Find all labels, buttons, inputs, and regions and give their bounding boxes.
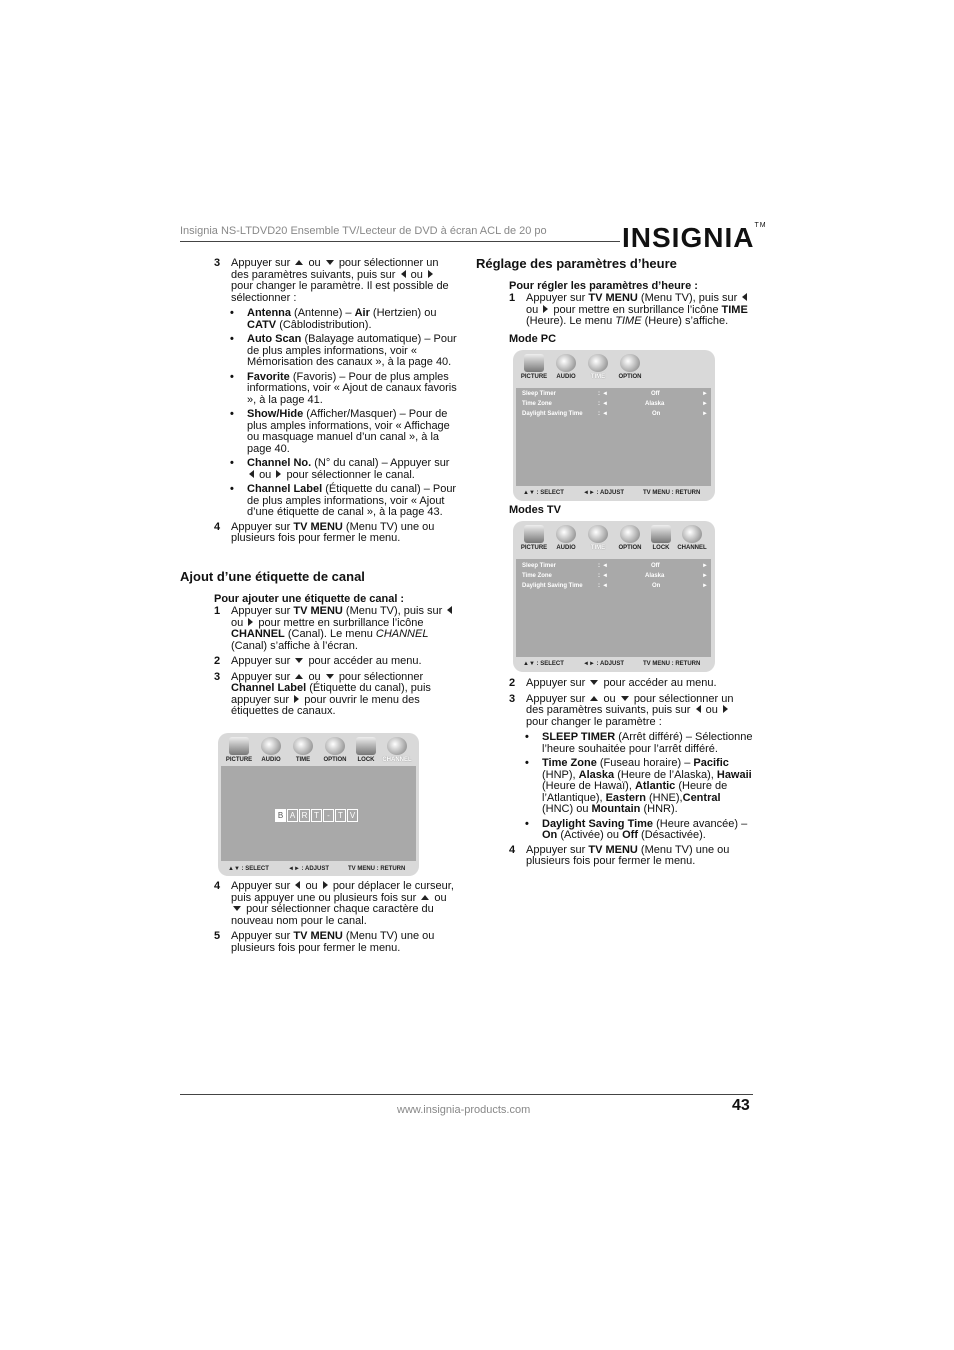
time-step-1 — [509, 293, 753, 332]
time-menu-pc-screen: PICTURE AUDIO TIME OPTION Sleep Timer : ◄ Off ► Time Zone : ◄ Alaska ► Daylight Saving Time : ◄ On ► ▲▼ : SELECT ◄► : ADJUST TV MENU : RETURN — [513, 350, 715, 501]
right-arrow-icon — [276, 470, 281, 478]
subheading-channel-label: Pour ajouter une étiquette de canal : — [214, 593, 405, 605]
down-arrow-icon — [233, 906, 241, 911]
channel-label-steps — [214, 606, 458, 722]
channel-menu-screen: PICTURE AUDIO TIME OPTION LOCK CHANNEL B A R T - T V ▲▼ : SELECT ◄► : ADJUST TV MENU : RETURN — [218, 733, 419, 876]
time-zone-row[interactable]: Time Zone : ◄ Alaska ► — [522, 401, 708, 407]
picture-icon: PICTURE — [517, 354, 551, 380]
down-arrow-icon — [326, 260, 334, 265]
picture-icon: PICTURE — [222, 737, 256, 763]
option-icon: OPTION — [613, 525, 647, 551]
list-item: • Show/Hide (Afficher/Masquer) – Pour de plus amples informations, voir « Affichage ou masquage manuel d’un canal », à la page 40. — [230, 409, 458, 455]
time-settings-list — [509, 732, 753, 842]
list-item: • SLEEP TIMER (Arrêt différé) – Sélectionne l’heure souhaitée pour l’arrêt différé. — [525, 732, 753, 755]
audio-icon: AUDIO — [254, 737, 288, 763]
down-arrow-icon — [621, 696, 629, 701]
left-arrow-icon — [295, 881, 300, 889]
step-2: 2 Appuyer sur pour accéder au menu. — [509, 677, 717, 689]
step-3: 3 Appuyer sur ou pour sélectionner un des paramètres suivants, puis sur ou pour changer le paramètre : — [509, 692, 734, 728]
running-header: Insignia NS-LTDVD20 Ensemble TV/Lecteur de DVD à écran ACL de 20 po — [180, 225, 547, 237]
channel-icon: CHANNEL — [675, 525, 709, 551]
left-arrow-icon — [742, 293, 747, 301]
left-arrow-icon — [447, 606, 452, 614]
step-5: 5 Appuyer sur TV MENU (Menu TV) une ou plusieurs fois pour fermer le menu. — [214, 930, 435, 954]
list-item: • Time Zone (Fuseau horaire) – Pacific (HNP), Alaska (Heure de l’Alaska), Hawaii (Heure de Hawaï), Atlantic (Heure de l’Atlantique), Eastern (HNE),Central (HNC) ou Mountain (HNR). — [525, 758, 753, 816]
menu-panel — [221, 766, 416, 861]
up-arrow-icon — [295, 260, 303, 265]
time-icon: TIME — [286, 737, 320, 763]
insignia-logo: INSIGNIA™ — [622, 222, 767, 253]
list-item: • Daylight Saving Time (Heure avancée) – On (Activée) ou Off (Désactivée). — [525, 819, 753, 842]
lock-icon: LOCK — [644, 525, 678, 551]
right-arrow-icon — [543, 305, 548, 313]
picture-icon: PICTURE — [517, 525, 551, 551]
page-number: 43 — [732, 1097, 750, 1114]
down-arrow-icon — [326, 674, 334, 679]
sleep-timer-row[interactable]: Sleep Timer : ◄ Off ► — [522, 391, 708, 397]
up-arrow-icon — [590, 696, 598, 701]
audio-icon: AUDIO — [549, 525, 583, 551]
right-arrow-icon — [723, 705, 728, 713]
mode-pc-label: Mode PC — [509, 333, 557, 345]
header-rule — [180, 241, 620, 242]
step-1: 1 Appuyer sur TV MENU (Menu TV), puis sur ou pour mettre en surbrillance l’icône TIME (Heure). Le menu TIME (Heure) s’affiche. — [509, 292, 748, 327]
down-arrow-icon — [590, 680, 598, 685]
step-4: 4 Appuyer sur TV MENU (Menu TV) une ou plusieurs fois pour fermer le menu. — [509, 843, 730, 867]
right-arrow-icon — [248, 618, 253, 626]
lock-icon: LOCK — [349, 737, 383, 763]
option-icon: OPTION — [613, 354, 647, 380]
list-item: • Favorite (Favoris) – Pour de plus amples informations, voir « Ajout de canaux favoris », à la page 41. — [230, 372, 458, 407]
list-item: • Antenna (Antenne) – Air (Hertzien) ou CATV (Câblodistribution). — [230, 308, 458, 331]
left-arrow-icon — [401, 270, 406, 278]
section-heading-channel-label: Ajout d’une étiquette de canal — [180, 569, 365, 584]
option-icon: OPTION — [318, 737, 352, 763]
time-icon: TIME — [581, 354, 615, 380]
time-zone-row[interactable]: Time Zone : ◄ Alaska ► — [522, 573, 708, 579]
down-arrow-icon — [295, 658, 303, 663]
step-3: 3 Appuyer sur ou pour sélectionner Channel Label (Étiquette du canal), puis appuyer sur pour ouvrir le menu des étiquettes de canaux. — [214, 670, 431, 717]
daylight-saving-row[interactable]: Daylight Saving Time : ◄ On ► — [522, 583, 708, 589]
list-item: • Channel No. (N° du canal) – Appuyer sur ou pour sélectionner le canal. — [230, 458, 458, 481]
footer-rule — [180, 1094, 753, 1095]
section-heading-time: Réglage des paramètres d’heure — [476, 256, 677, 271]
time-menu-tv-screen: PICTURE AUDIO TIME OPTION LOCK CHANNEL Sleep Timer : ◄ Off ► Time Zone : ◄ Alaska ► Daylight Saving Time : ◄ On ► ▲▼ : SELECT ◄► : ADJUST TV MENU : RETURN — [513, 521, 715, 672]
channel-settings-list — [214, 308, 458, 519]
left-column — [214, 258, 458, 549]
left-arrow-icon — [696, 705, 701, 713]
step-4: 4 Appuyer sur ou pour déplacer le curseur, puis appuyer une ou plusieurs fois sur ou pour sélectionner chaque caractère du nouveau nom pour le canal. — [214, 880, 454, 927]
list-item: • Channel Label (Étiquette du canal) – Pour de plus amples informations, voir « Ajout d’une étiquette de canal », à la page 43. — [230, 484, 458, 519]
right-arrow-icon — [294, 695, 299, 703]
channel-icon: CHANNEL — [380, 737, 414, 763]
modes-tv-label: Modes TV — [509, 504, 561, 516]
audio-icon: AUDIO — [549, 354, 583, 380]
list-item: • Auto Scan (Balayage automatique) – Pour de plus amples informations, voir « Mémorisation des canaux », à la page 40. — [230, 334, 458, 369]
menu-panel — [516, 388, 711, 486]
right-arrow-icon — [323, 881, 328, 889]
menu-panel — [516, 559, 711, 657]
time-steps-cont — [509, 678, 753, 872]
step-4-close-menu: 4 Appuyer sur TV MENU (Menu TV) une ou plusieurs fois pour fermer le menu. — [214, 520, 435, 544]
up-arrow-icon — [421, 895, 429, 900]
channel-label-steps-cont — [214, 881, 458, 958]
footer-url: www.insignia-products.com — [397, 1104, 531, 1116]
sleep-timer-row[interactable]: Sleep Timer : ◄ Off ► — [522, 563, 708, 569]
step-3-channel: 3 Appuyer sur ou pour sélectionner un des paramètres suivants, puis sur ou pour changer le paramètre. Il est possible de sélectionner : — [214, 257, 449, 304]
step-2: 2 Appuyer sur pour accéder au menu. — [214, 655, 422, 667]
right-arrow-icon — [428, 270, 433, 278]
time-icon: TIME — [581, 525, 615, 551]
step-1: 1 Appuyer sur TV MENU (Menu TV), puis sur ou pour mettre en surbrillance l’icône CHANNEL (Canal). Le menu CHANNEL (Canal) s’affiche à l’écran. — [214, 606, 458, 652]
subheading-time: Pour régler les paramètres d’heure : — [509, 280, 698, 292]
up-arrow-icon — [295, 674, 303, 679]
left-arrow-icon — [249, 470, 254, 478]
daylight-saving-row[interactable]: Daylight Saving Time : ◄ On ► — [522, 411, 708, 417]
channel-label-editor: B A R T - T V — [275, 809, 359, 822]
